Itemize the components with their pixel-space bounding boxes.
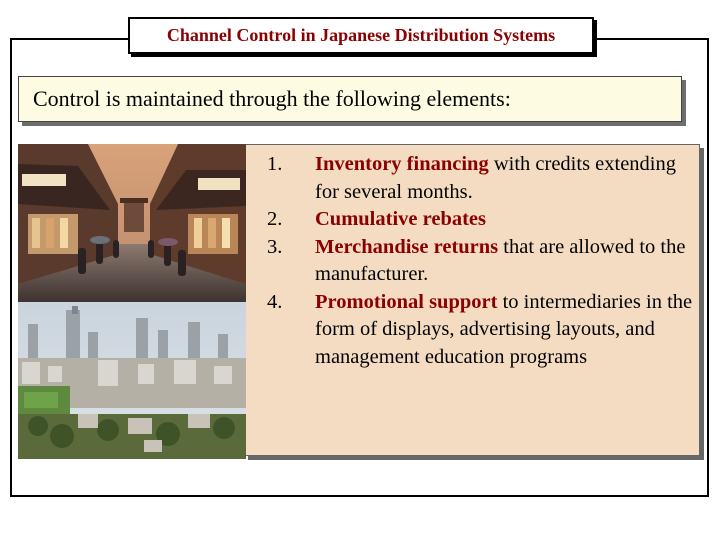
intro-text: Control is maintained through the following elements: bbox=[33, 86, 511, 111]
list-item bbox=[267, 289, 697, 372]
list-item-highlight: Cumulative rebates bbox=[315, 208, 487, 230]
list-item-rest: that are allowed to the manufacturer. bbox=[315, 235, 686, 285]
list-item-highlight: Merchandise returns bbox=[315, 235, 499, 258]
list-item-number: 2. bbox=[267, 208, 283, 230]
elements-list bbox=[267, 151, 697, 371]
list-item-highlight: Promotional support bbox=[315, 290, 498, 313]
list-item bbox=[267, 151, 697, 206]
list-item-text bbox=[315, 289, 697, 372]
list-item-rest: with credits extending for several months. bbox=[315, 153, 677, 203]
list-item-number: 3. bbox=[267, 235, 283, 258]
intro-banner bbox=[18, 76, 682, 122]
elements-list-box bbox=[244, 144, 700, 456]
slide-title bbox=[128, 17, 594, 54]
list-item bbox=[267, 234, 697, 289]
city-skyline-photo bbox=[18, 302, 246, 459]
list-item bbox=[267, 206, 697, 234]
shopping-street-photo bbox=[18, 144, 246, 302]
slide-title-text: Channel Control in Japanese Distribution Systems bbox=[166, 25, 556, 45]
list-item-highlight: Inventory financing bbox=[315, 153, 489, 175]
list-item-text bbox=[315, 234, 697, 289]
list-item-number: 1. bbox=[267, 153, 283, 175]
list-item-rest: to intermediaries in the form of displays, advertising layouts, and management education programs bbox=[315, 290, 693, 368]
list-item-number: 4. bbox=[267, 290, 283, 313]
list-item-text bbox=[315, 206, 697, 234]
list-item-text bbox=[315, 151, 697, 206]
